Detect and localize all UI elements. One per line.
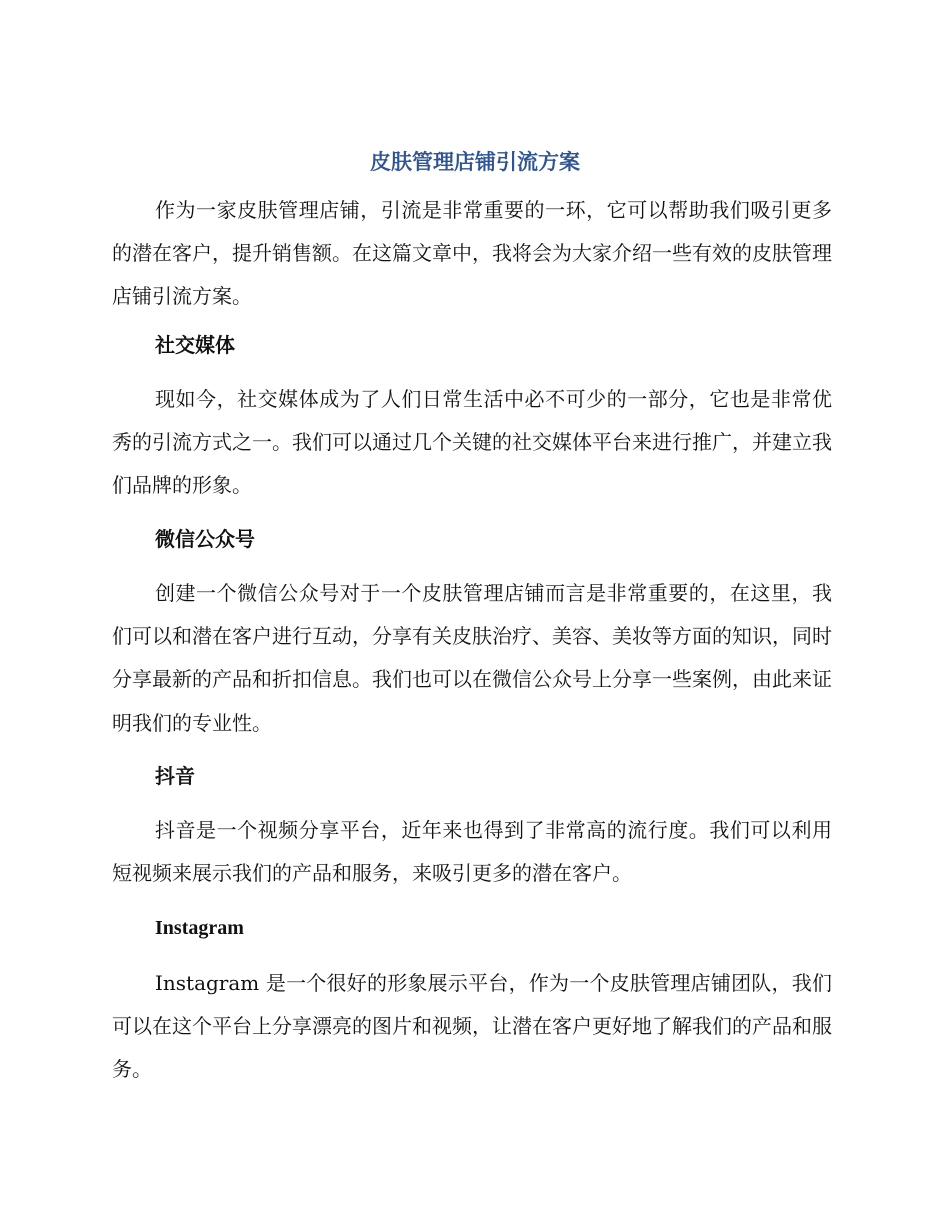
section-heading-douyin: 抖音 — [155, 764, 195, 788]
section-body-social-media: 现如今，社交媒体成为了人们日常生活中必不可少的一部分，它也是非常优秀的引流方式之一。我们可以通过几个关键的社交媒体平台来进行推广，并建立我们品牌的形象。 — [112, 387, 832, 498]
intro-paragraph: 作为一家皮肤管理店铺，引流是非常重要的一环，它可以帮助我们吸引更多的潜在客户，提升销售额。在这篇文章中，我将会为大家介绍一些有效的皮肤管理店铺引流方案。 — [112, 198, 832, 309]
section-body-douyin: 抖音是一个视频分享平台，近年来也得到了非常高的流行度。我们可以利用短视频来展示我们的产品和服务，来吸引更多的潜在客户。 — [112, 818, 832, 886]
section-heading-social-media: 社交媒体 — [155, 333, 235, 357]
section-heading-instagram: Instagram — [155, 917, 244, 939]
section-heading-wechat: 微信公众号 — [155, 527, 255, 551]
section-body-instagram: Instagram 是一个很好的形象展示平台，作为一个皮肤管理店铺团队，我们可以在这个平台上分享漂亮的图片和视频，让潜在客户更好地了解我们的产品和服务。 — [112, 971, 832, 1082]
document-title: 皮肤管理店铺引流方案 — [370, 150, 580, 174]
section-body-wechat: 创建一个微信公众号对于一个皮肤管理店铺而言是非常重要的，在这里，我们可以和潜在客户进行互动，分享有关皮肤治疗、美容、美妆等方面的知识，同时分享最新的产品和折扣信息。我们也可以在微信公众号上分享一些案例，由此来证明我们的专业性。 — [112, 581, 832, 735]
